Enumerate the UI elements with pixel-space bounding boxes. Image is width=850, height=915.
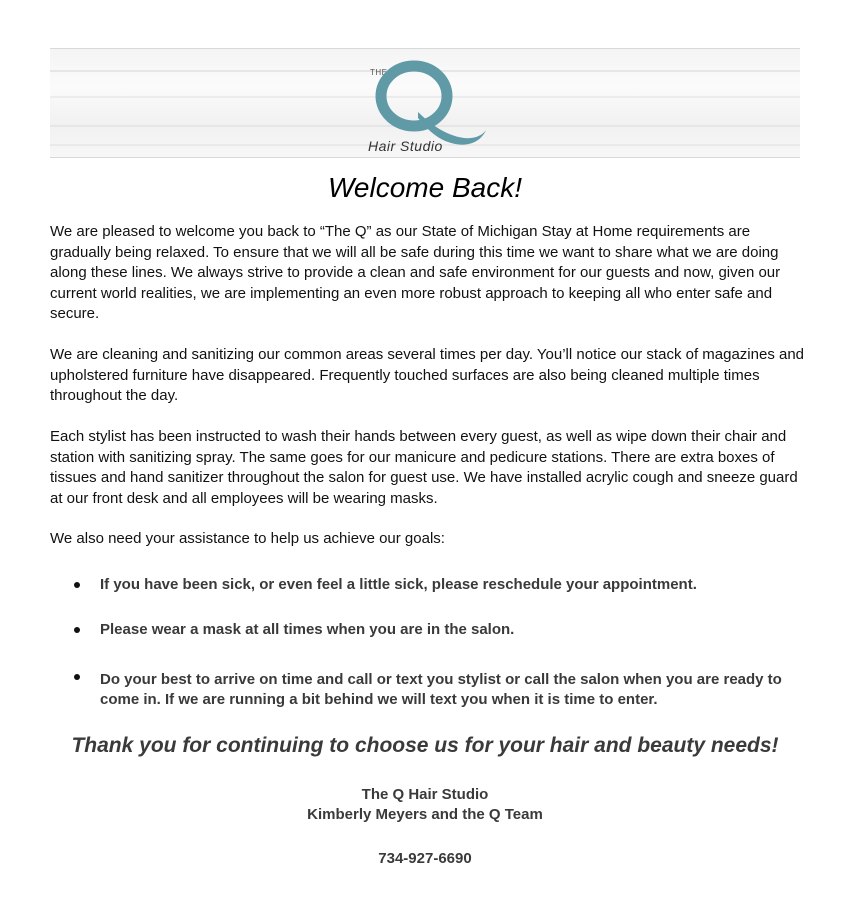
signature-phone: 734-927-6690 xyxy=(378,850,472,867)
bullet-dot xyxy=(74,674,80,680)
list-item: Please wear a mask at all times when you are in the salon. xyxy=(100,621,515,638)
bullet-dot xyxy=(74,582,80,588)
cleaning-paragraph: We are cleaning and sanitizing our common areas several times per day. You’ll notice our stack of magazines and upholstered furniture have disappeared. Frequently touched surfaces are also being cleaned multiple times throughout the day. xyxy=(50,346,805,404)
list-item: Do your best to arrive on time and call or text you stylist or call the salon when you are ready to come in. If we are running a bit behind we will text you when it is time to enter. xyxy=(100,671,782,708)
list-item: If you have been sick, or even feel a little sick, please reschedule your appointment. xyxy=(100,576,697,593)
intro-paragraph: We are pleased to welcome you back to “The Q” as our State of Michigan Stay at Home requirements are gradually being relaxed. To ensure that we will all be safe during this time we want to share what we are doing along these lines. We always strive to provide a clean and safe environment for our guests and now, given our current world realities, we are implementing an even more robust approach to keeping all who enter safe and secure. xyxy=(50,223,781,322)
stylist-paragraph: Each stylist has been instructed to wash their hands between every guest, as well as wipe down their chair and station with sanitizing spray. The same goes for our manicure and pedicure stations. There are extra boxes of tissues and hand sanitizer throughout the salon for guest use. We have installed acrylic cough and sneeze guard at our front desk and all employees will be wearing masks. xyxy=(50,428,798,507)
signature-names: Kimberly Meyers and the Q Team xyxy=(307,806,543,823)
banner-top-edge xyxy=(50,48,800,49)
logo-prefix: THE xyxy=(370,68,388,77)
assistance-paragraph: We also need your assistance to help us achieve our goals: xyxy=(50,530,445,547)
salon-logo xyxy=(360,58,490,158)
bullet-dot xyxy=(74,627,80,633)
signature-business: The Q Hair Studio xyxy=(361,786,489,803)
page-title: Welcome Back! xyxy=(328,172,522,203)
logo-subtitle: Hair Studio xyxy=(368,138,443,154)
closing-message: Thank you for continuing to choose us for your hair and beauty needs! xyxy=(71,734,779,757)
